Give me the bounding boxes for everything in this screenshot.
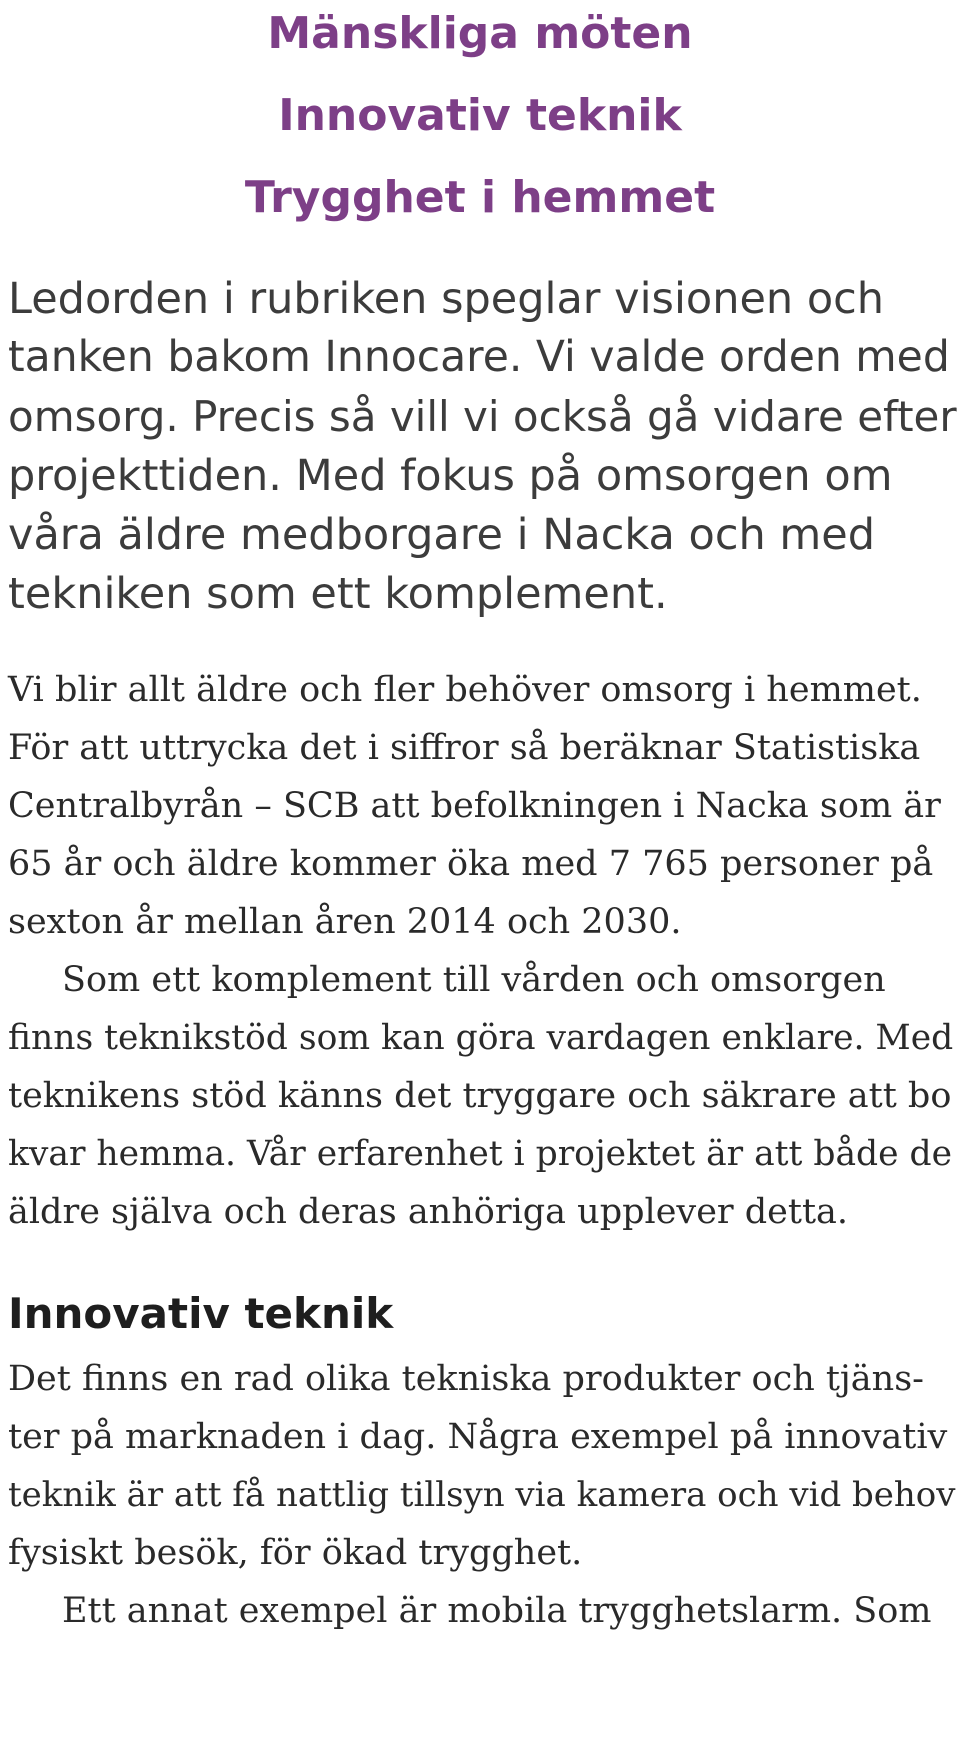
title-line-2: Innovativ teknik (278, 90, 682, 141)
section-heading: Innovativ teknik (8, 1289, 394, 1338)
body2-line-1: Som ett komplement till vården och omsorgen (62, 960, 886, 1000)
title-line-1: Mänskliga möten (267, 8, 693, 59)
body3-line-1: Det finns en rad olika tekniska produkter och tjäns- (8, 1359, 924, 1399)
intro-line-3: omsorg. Precis så vill vi också gå vidare efter (8, 392, 957, 441)
body3-line-3: teknik är att få nattlig tillsyn via kamera och vid behov (8, 1475, 956, 1515)
title-line-3: Trygghet i hemmet (244, 172, 716, 223)
body2-line-2: finns teknikstöd som kan göra vardagen enklare. Med (8, 1018, 954, 1058)
intro-line-2: tanken bakom Innocare. Vi valde orden med (8, 333, 950, 382)
intro-line-4: projekttiden. Med fokus på omsorgen om (8, 451, 893, 501)
intro-line-6: tekniken som ett komplement. (8, 569, 668, 619)
intro-line-5: våra äldre medborgare i Nacka och med (8, 510, 876, 560)
body2-line-3: teknikens stöd känns det tryggare och säkrare att bo (8, 1076, 952, 1116)
body2-line-4: kvar hemma. Vår erfarenhet i projektet är att både de (8, 1134, 952, 1174)
body3-line-4: fysiskt besök, för ökad trygghet. (8, 1533, 583, 1573)
body4-line-1: Ett annat exempel är mobila trygghetslarm. Som (62, 1591, 932, 1631)
body1-line-4: 65 år och äldre kommer öka med 7 765 personer på (8, 844, 934, 884)
body1-line-5: sexton år mellan åren 2014 och 2030. (8, 902, 682, 942)
body2-line-5: äldre själva och deras anhöriga upplever detta. (8, 1192, 848, 1232)
body1-line-1: Vi blir allt äldre och fler behöver omsorg i hemmet. (8, 670, 922, 710)
intro-line-1: Ledorden i rubriken speglar visionen och (8, 274, 885, 324)
body3-line-2: ter på marknaden i dag. Några exempel på innovativ (8, 1417, 948, 1457)
body1-line-3: Centralbyrån – SCB att befolkningen i Nacka som är (8, 786, 941, 826)
body1-line-2: För att uttrycka det i siffror så beräknar Statistiska (8, 728, 921, 768)
